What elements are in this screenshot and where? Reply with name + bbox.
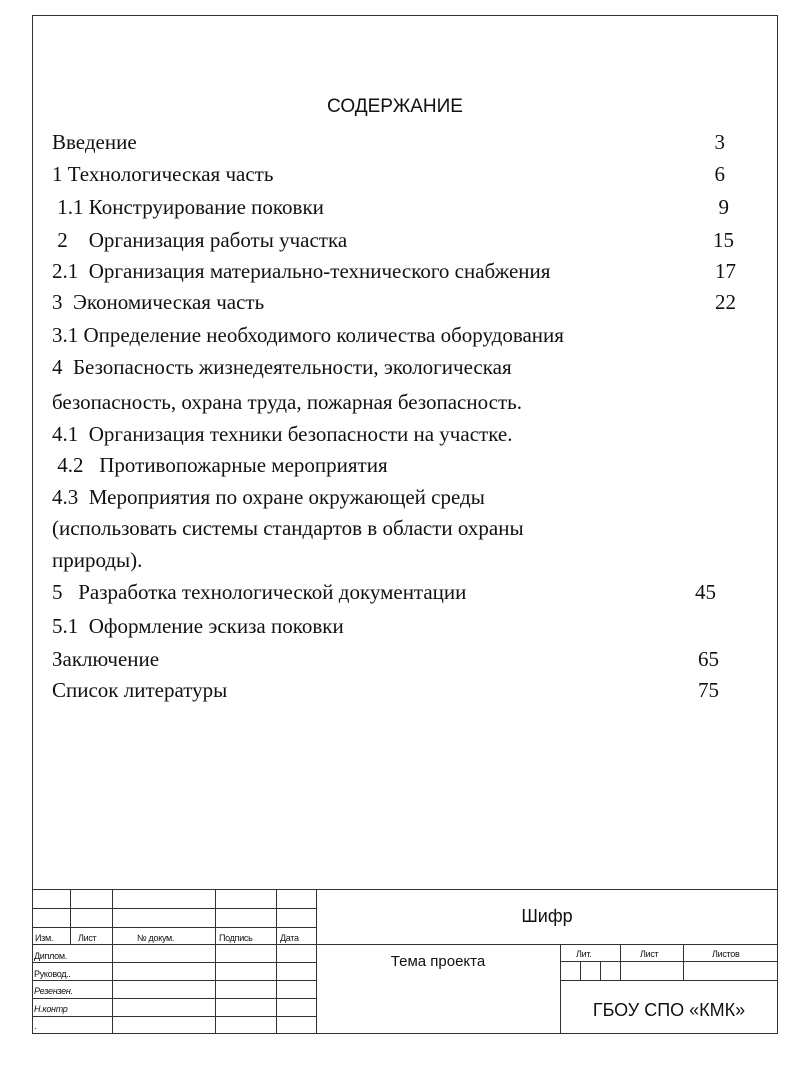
toc-entry-page: 17 bbox=[715, 259, 736, 283]
organization-name: ГБОУ СПО «КМК» bbox=[592, 1000, 746, 1020]
grid-line bbox=[620, 944, 621, 980]
grid-line bbox=[70, 889, 71, 945]
role-empty: . bbox=[34, 1021, 37, 1031]
grid-line bbox=[560, 961, 778, 962]
toc-entry-text: Список литературы bbox=[52, 678, 228, 702]
project-topic: Тема проекта bbox=[390, 953, 486, 970]
toc-entry-text: 5.1 Оформление эскиза поковки bbox=[52, 614, 344, 638]
toc-entry-text: (использовать системы стандартов в области охраны bbox=[52, 516, 524, 540]
role-reviewer: Резензен. bbox=[34, 986, 73, 996]
grid-line bbox=[276, 889, 277, 1034]
toc-entry-text: природы). bbox=[52, 548, 143, 572]
grid-line bbox=[580, 961, 581, 980]
toc-entry-text: Заключение bbox=[52, 647, 160, 671]
toc-entry-text: 2.1 Организация материально-технического снабжения bbox=[52, 259, 551, 283]
role-norm-control: Н.контр bbox=[34, 1004, 68, 1014]
role-diploma: Диплом. bbox=[34, 951, 67, 961]
header-doc-number: № докум. bbox=[137, 933, 175, 943]
grid-line bbox=[32, 998, 316, 999]
grid-line bbox=[112, 889, 113, 1034]
toc-entry-text: 3.1 Определение необходимого количества оборудования bbox=[52, 323, 564, 347]
grid-line bbox=[32, 980, 316, 981]
toc-entry-text: 1.1 Конструирование поковки bbox=[52, 195, 324, 219]
toc-entry-text: 4.1 Организация техники безопасности на участке. bbox=[52, 422, 513, 446]
grid-line bbox=[600, 961, 601, 980]
toc-entry-text: 5 Разработка технологической документации bbox=[52, 580, 467, 604]
toc-entry-page: 65 bbox=[698, 647, 719, 671]
toc-entry-page: 45 bbox=[695, 580, 716, 604]
grid-line bbox=[32, 944, 778, 945]
cipher-label: Шифр bbox=[521, 906, 573, 926]
header-change: Изм. bbox=[35, 933, 54, 943]
header-date: Дата bbox=[280, 933, 299, 943]
toc-entry-text: 1 Технологическая часть bbox=[52, 162, 274, 186]
toc-entry-text: 2 Организация работы участка bbox=[52, 228, 348, 252]
grid-line bbox=[560, 980, 778, 981]
header-sheet: Лист bbox=[78, 933, 97, 943]
toc-entry-page: 3 bbox=[714, 130, 725, 154]
grid-line bbox=[32, 927, 316, 928]
page-title: СОДЕРЖАНИЕ bbox=[327, 96, 463, 117]
toc-entry-text: безопасность, охрана труда, пожарная безопасность. bbox=[52, 390, 522, 414]
toc-entry-page: 22 bbox=[715, 290, 736, 314]
grid-line bbox=[32, 889, 778, 890]
toc-entry-text: 4.3 Мероприятия по охране окружающей среды bbox=[52, 485, 485, 509]
grid-line bbox=[32, 962, 316, 963]
role-supervisor: Руковод.. bbox=[34, 969, 71, 979]
toc-entry-page: 6 bbox=[714, 162, 725, 186]
toc-entry-text: Введение bbox=[52, 130, 137, 154]
lit-label: Лит. bbox=[576, 949, 592, 959]
toc-entry-text: 4.2 Противопожарные мероприятия bbox=[52, 453, 388, 477]
grid-line bbox=[683, 944, 684, 980]
grid-line bbox=[215, 889, 216, 1034]
grid-line bbox=[32, 908, 316, 909]
sheets-label: Листов bbox=[712, 949, 740, 959]
header-signature: Подпись bbox=[219, 933, 253, 943]
sheet-label: Лист bbox=[640, 949, 659, 959]
toc-entry-text: 3 Экономическая часть bbox=[52, 290, 265, 314]
toc-entry-page: 15 bbox=[713, 228, 734, 252]
toc-entry-page: 75 bbox=[698, 678, 719, 702]
toc-entry-page: 9 bbox=[718, 195, 729, 219]
toc-entry-text: 4 Безопасность жизнедеятельности, экологическая bbox=[52, 355, 512, 379]
grid-line bbox=[32, 1016, 316, 1017]
